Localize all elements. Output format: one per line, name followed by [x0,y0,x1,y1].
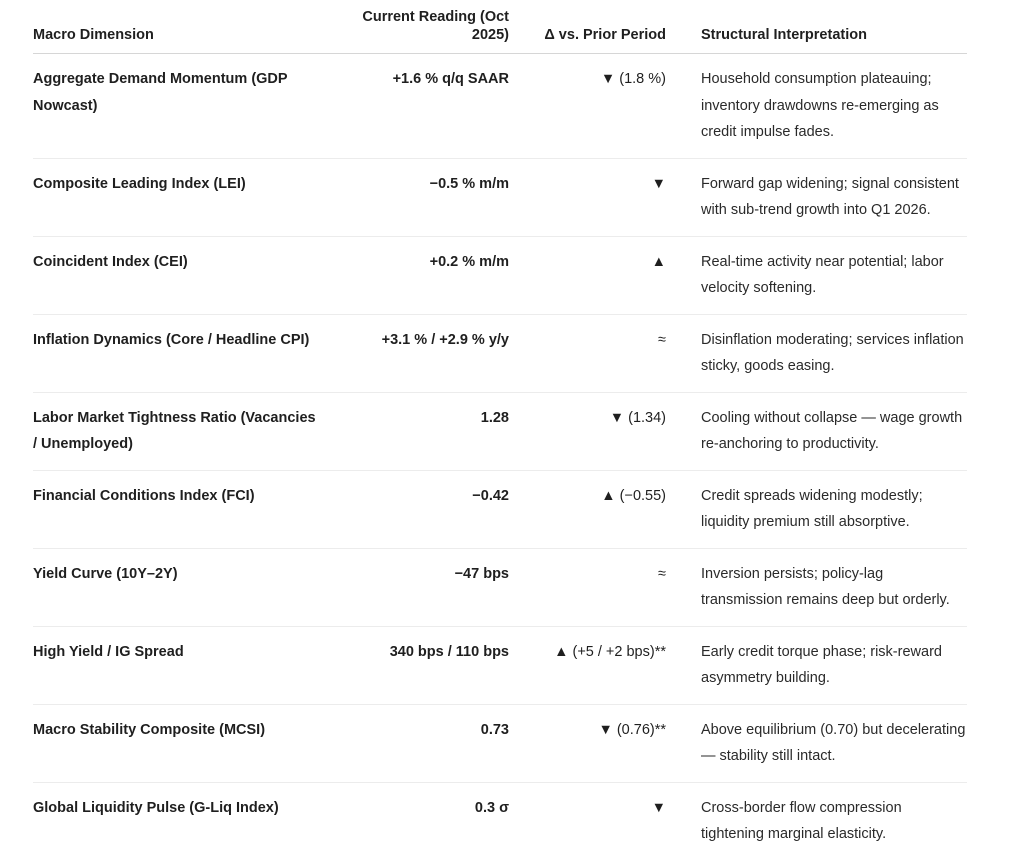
row-interpretation: Credit spreads widening modestly; liquidity premium still absorptive. [666,470,967,548]
row-reading: −0.42 [339,470,509,548]
row-reading: 0.3 σ [474,799,509,816]
row-interpretation: Early credit torque phase; risk-reward asymmetry building. [666,626,967,704]
row-reading: +0.2 % m/m [339,236,509,314]
table-row [33,782,967,860]
row-interpretation: Cross-border flow compression tightening marginal elasticity. [701,799,902,842]
table-row [33,470,967,548]
row-reading: 0.73 [339,704,509,782]
row-delta: ▼ [651,799,666,816]
row-delta: ▼ (1.8 %) [509,54,666,159]
table-row [33,704,967,782]
header-structural-interpretation: Structural Interpretation [666,0,967,54]
table-row [33,626,967,704]
row-reading: +3.1 % / +2.9 % y/y [339,314,509,392]
row-reading: 1.28 [339,392,509,470]
row-dimension: High Yield / IG Spread [33,626,339,704]
row-delta: ▲ (−0.55) [509,470,666,548]
row-dimension: Global Liquidity Pulse (G-Liq Index) [33,799,279,816]
row-reading: +1.6 % q/q SAAR [339,54,509,159]
row-dimension: Labor Market Tightness Ratio (Vacancies / Unemployed) [33,392,339,470]
row-dimension: Financial Conditions Index (FCI) [33,470,339,548]
table-row [33,158,967,236]
row-reading: −47 bps [339,548,509,626]
row-delta: ≈ [509,548,666,626]
table-row [33,314,967,392]
table-row [33,236,967,314]
row-delta: ▲ (+5 / +2 bps)** [509,626,666,704]
row-dimension: Inflation Dynamics (Core / Headline CPI) [33,314,339,392]
row-interpretation: Disinflation moderating; services inflation sticky, goods easing. [666,314,967,392]
header-current-reading: Current Reading (Oct 2025) [339,0,509,54]
header-delta: Δ vs. Prior Period [509,0,666,54]
row-interpretation: Cooling without collapse — wage growth re-anchoring to productivity. [666,392,967,470]
row-dimension: Macro Stability Composite (MCSI) [33,704,339,782]
row-interpretation: Above equilibrium (0.70) but decelerating — stability still intact. [666,704,967,782]
table-row [33,392,967,470]
row-dimension: Coincident Index (CEI) [33,236,339,314]
row-reading: 340 bps / 110 bps [339,626,509,704]
row-delta: ▼ (1.34) [509,392,666,470]
table-header-row [33,0,967,54]
macro-dashboard-table [33,0,967,860]
header-macro-dimension: Macro Dimension [33,0,339,54]
row-delta: ▼ [509,158,666,236]
row-reading: −0.5 % m/m [339,158,509,236]
row-interpretation: Inversion persists; policy-lag transmission remains deep but orderly. [666,548,967,626]
table-row [33,548,967,626]
row-dimension: Aggregate Demand Momentum (GDP Nowcast) [33,54,339,159]
row-delta: ▼ (0.76)** [509,704,666,782]
row-dimension: Composite Leading Index (LEI) [33,158,339,236]
row-interpretation: Household consumption plateauing; inventory drawdowns re-emerging as credit impulse fades. [666,54,967,159]
row-interpretation: Real-time activity near potential; labor velocity softening. [666,236,967,314]
row-interpretation: Forward gap widening; signal consistent with sub-trend growth into Q1 2026. [666,158,967,236]
macro-table-container [33,0,967,860]
table-row [33,54,967,159]
row-dimension: Yield Curve (10Y–2Y) [33,548,339,626]
row-delta: ≈ [509,314,666,392]
row-delta: ▲ [509,236,666,314]
